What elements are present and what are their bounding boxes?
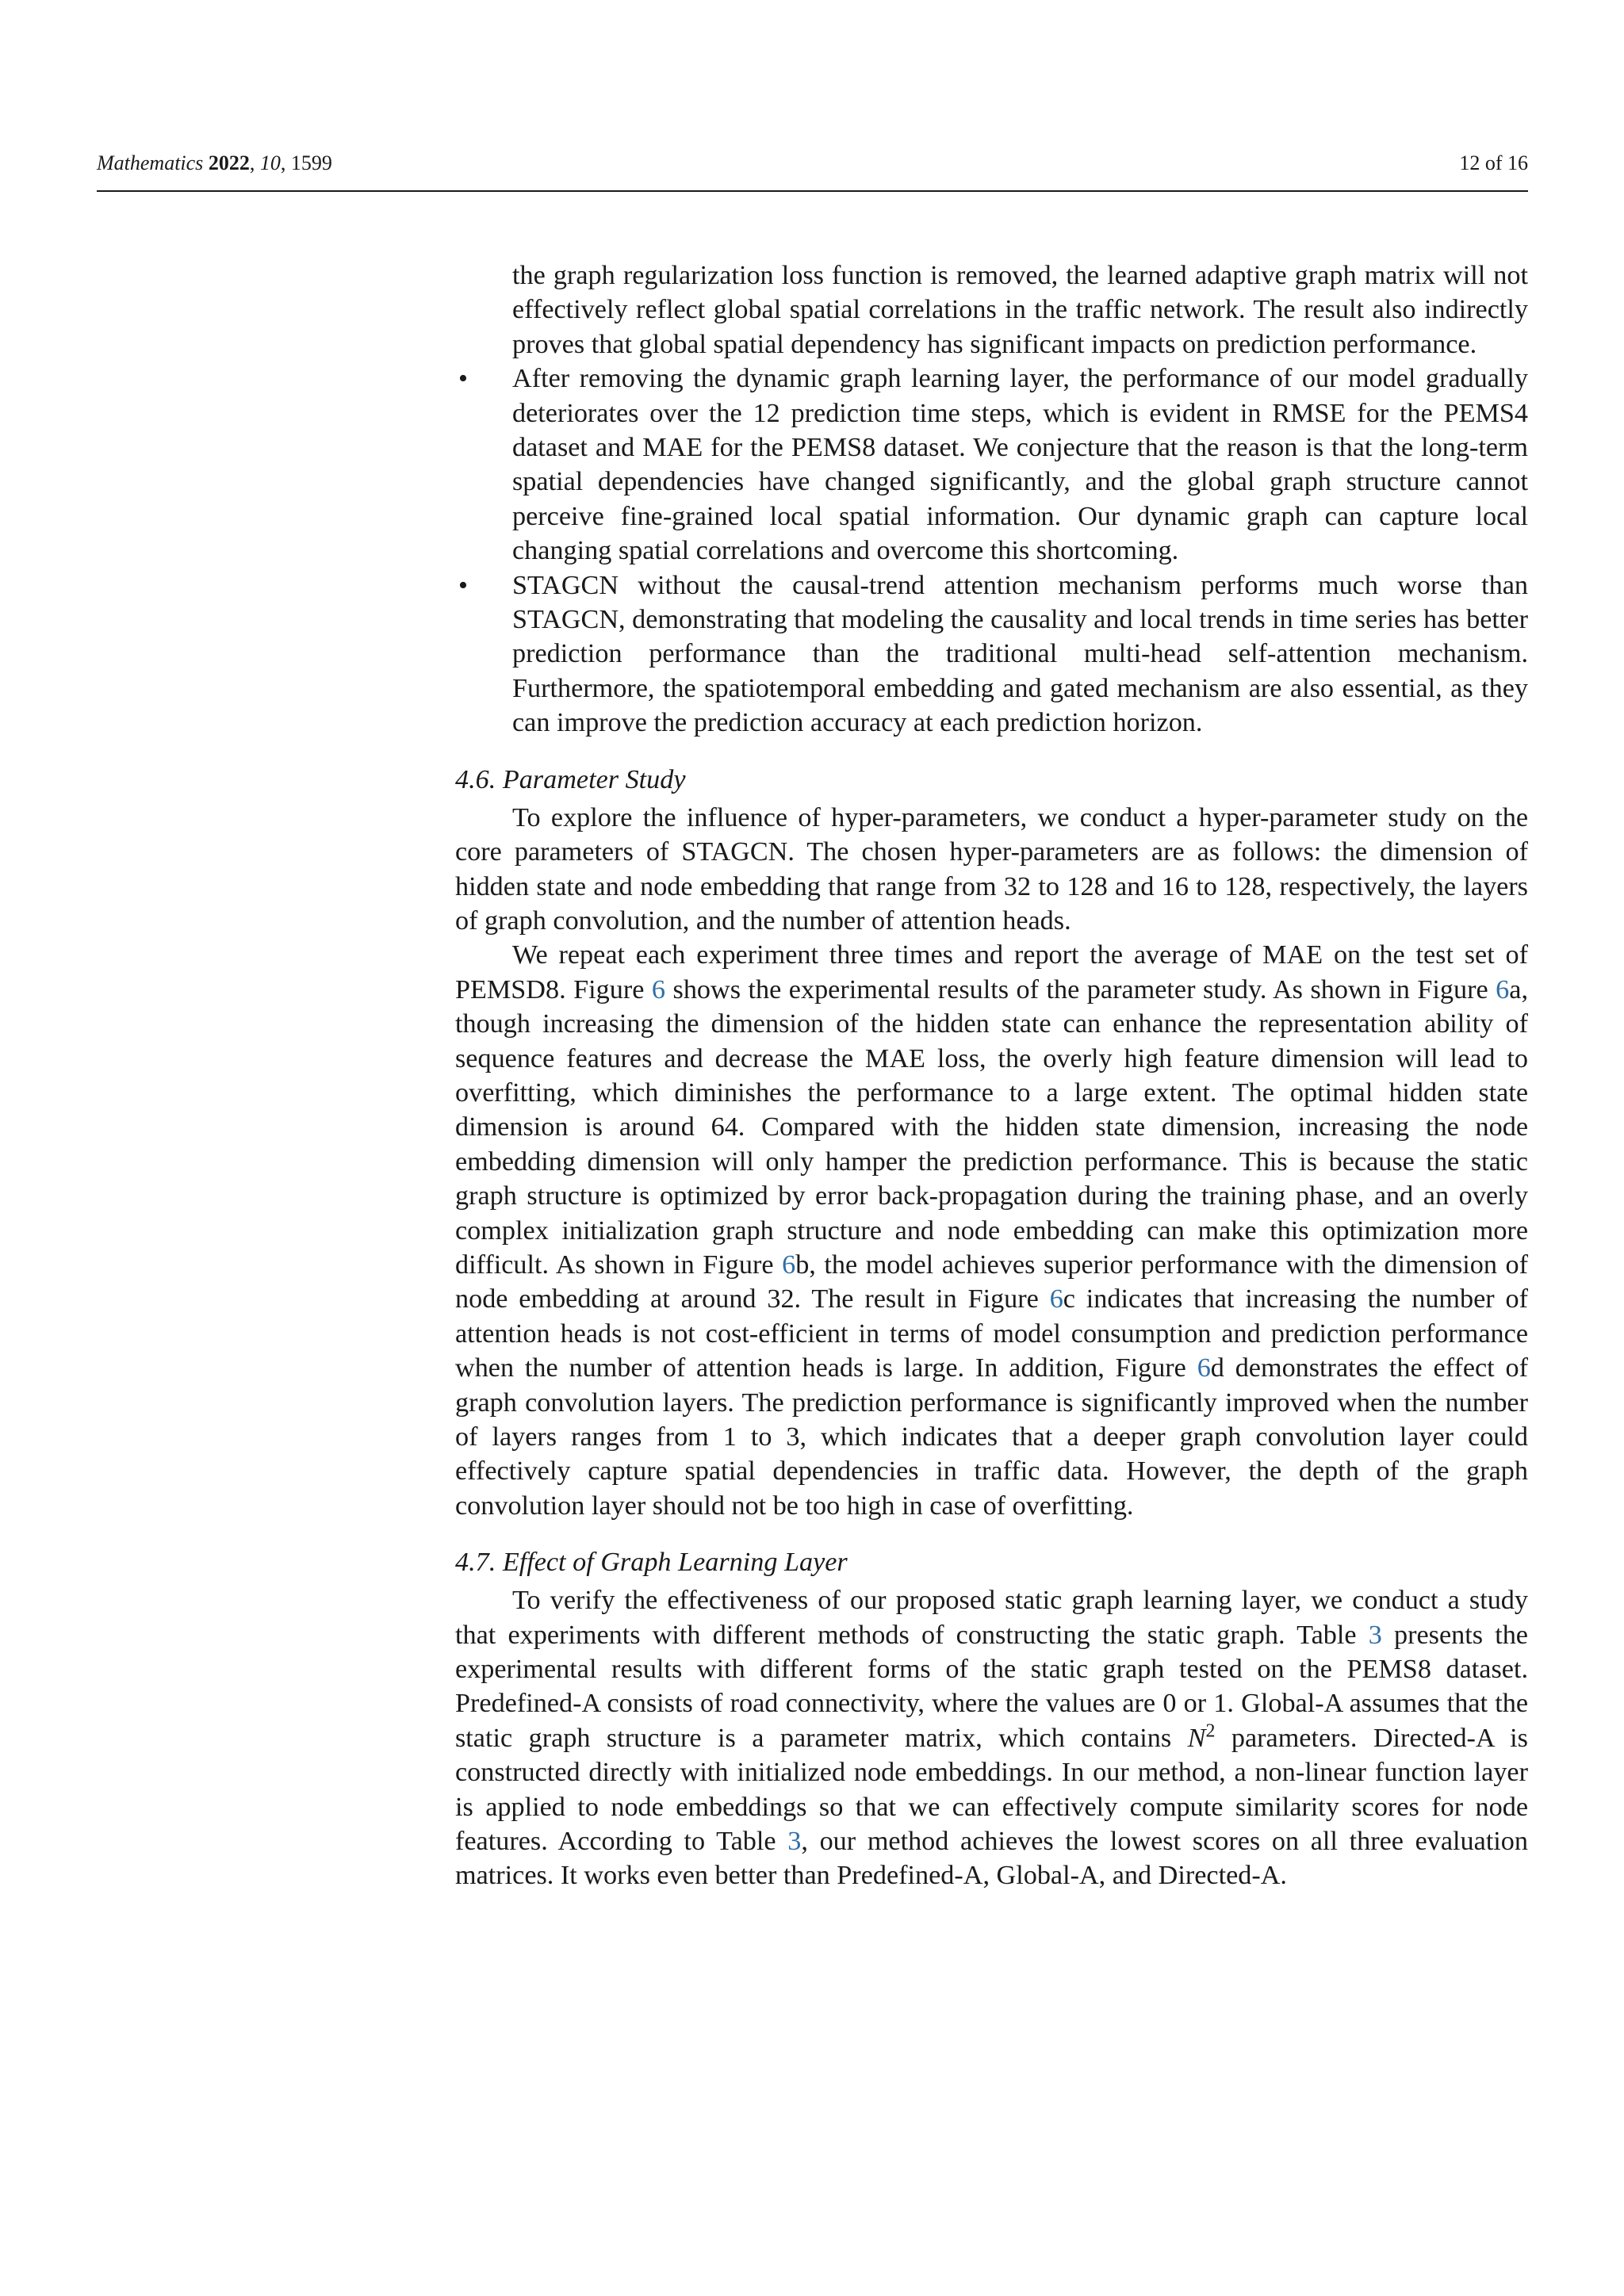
section-title-parameter-study: 4.6. Parameter Study [455,764,686,794]
list-item-text: After removing the dynamic graph learning layer, the performance of our model gradually deteriorates over the 12 prediction time steps, which is evident in RMSE for the PEMS4 dataset and MAE for the PEMS8 dataset. We conjecture that the reason is that the long-term spatial dependencies have changed significantly, and the global graph structure cannot perceive fine-grained local spatial information. Our dynamic graph can capture local changing spatial correlations and overcome this shortcoming. [512,364,1528,566]
math-superscript: 2 [1205,1720,1216,1742]
section-title-graph-learning-layer: 4.7. Effect of Graph Learning Layer [455,1548,848,1578]
journal-name: Mathematics [97,151,204,174]
table-link[interactable]: 3 [1368,1620,1382,1650]
paragraph: We repeat each experiment three times and report the average of MAE on the test set of PEMSD8. Figure 6 shows the experimental results of the parameter study. As shown in Figure 6a, though increasing the dimension of the hidden state can enhance the representation ability of sequence features and decrease the MAE loss, the overly high feature dimension will lead to overfitting, which diminishes the performance to a large extent. The optimal hidden state dimension is around 64. Compared with the hidden state dimension, increasing the node embedding dimension will only hamper the prediction performance. This is because the static graph structure is optimized by error back-propagation during the training phase, and an overly complex initialization graph structure and node embedding can make this optimization more difficult. As shown in Figure 6b, the model achieves superior performance with the dimension of node embedding at around 32. The result in Figure 6c indicates that increasing the number of attention heads is not cost-efficient in terms of model consumption and prediction performance when the number of attention heads is large. In addition, Figure 6d demonstrates the effect of graph convolution layers. The prediction performance is significantly improved when the number of layers ranges from 1 to 3, which indicates that a deeper graph convolution layer could effectively capture spatial dependencies in traffic data. However, the depth of the graph convolution layer should not be too high in case of overfitting. [455,940,1528,1521]
continuation-paragraph: the graph regularization loss function is removed, the learned adaptive graph matrix will not effectively reflect global spatial correlations in the traffic network. The result also indirectly proves that global spatial dependency has significant impacts on prediction performance. [512,261,1528,359]
article-number: 1599 [290,151,332,174]
bullet-icon: • [458,570,468,600]
paragraph: To explore the influence of hyper-parameters, we conduct a hyper-parameter study on the core parameters of STAGCN. The chosen hyper-parameters are as follows: the dimension of hidden state and node embedding that range from 32 to 128 and 16 to 128, respectively, the layers of graph convolution, and the number of attention heads. [455,802,1528,936]
figure-link[interactable]: 6 [1197,1353,1211,1383]
header-rule [97,190,1528,192]
list-item [455,568,1528,740]
bullet-list [455,362,1528,740]
page-number: 12 of 16 [1459,151,1528,174]
list-item-text: STAGCN without the causal-trend attention mechanism performs much worse than STAGCN, demonstrating that modeling the causality and local trends in time series has better prediction performance than the traditional multi-head self-attention mechanism. Furthermore, the spatiotemporal embedding and gated mechanism are also essential, as they can improve the prediction accuracy at each prediction horizon. [512,570,1528,738]
figure-link[interactable]: 6 [1049,1284,1063,1314]
journal-volume: 10 [259,151,281,174]
main-content [455,258,1528,1893]
figure-link[interactable]: 6 [1496,974,1510,1004]
running-header: Mathematics 2022, 10, 1599 12 of 16 [97,149,1528,178]
journal-year: 2022 [208,151,250,174]
bullet-icon: • [458,364,468,394]
list-item [455,362,1528,568]
paragraph: To verify the effectiveness of our proposed static graph learning layer, we conduct a study that experiments with different methods of constructing the static graph. Table 3 presents the experimental results with different forms of the static graph tested on the PEMS8 dataset. Predefined-A consists of road connectivity, where the values are 0 or 1. Global-A assumes that the static graph structure is a parameter matrix, which contains $N^2$ parameters. Directed-A is constructed directly with initialized node embeddings. In our method, a non-linear function layer is applied to node embeddings so that we can effectively compute similarity scores for node features. According to Table 3, our method achieves the lowest scores on all three evaluation matrices. It works even better than Predefined-A, Global-A, and Directed-A. [455,1586,1528,1891]
table-link[interactable]: 3 [787,1827,802,1857]
figure-link[interactable]: 6 [782,1249,796,1280]
math-variable: N [1187,1723,1206,1753]
figure-link[interactable]: 6 [651,974,666,1004]
